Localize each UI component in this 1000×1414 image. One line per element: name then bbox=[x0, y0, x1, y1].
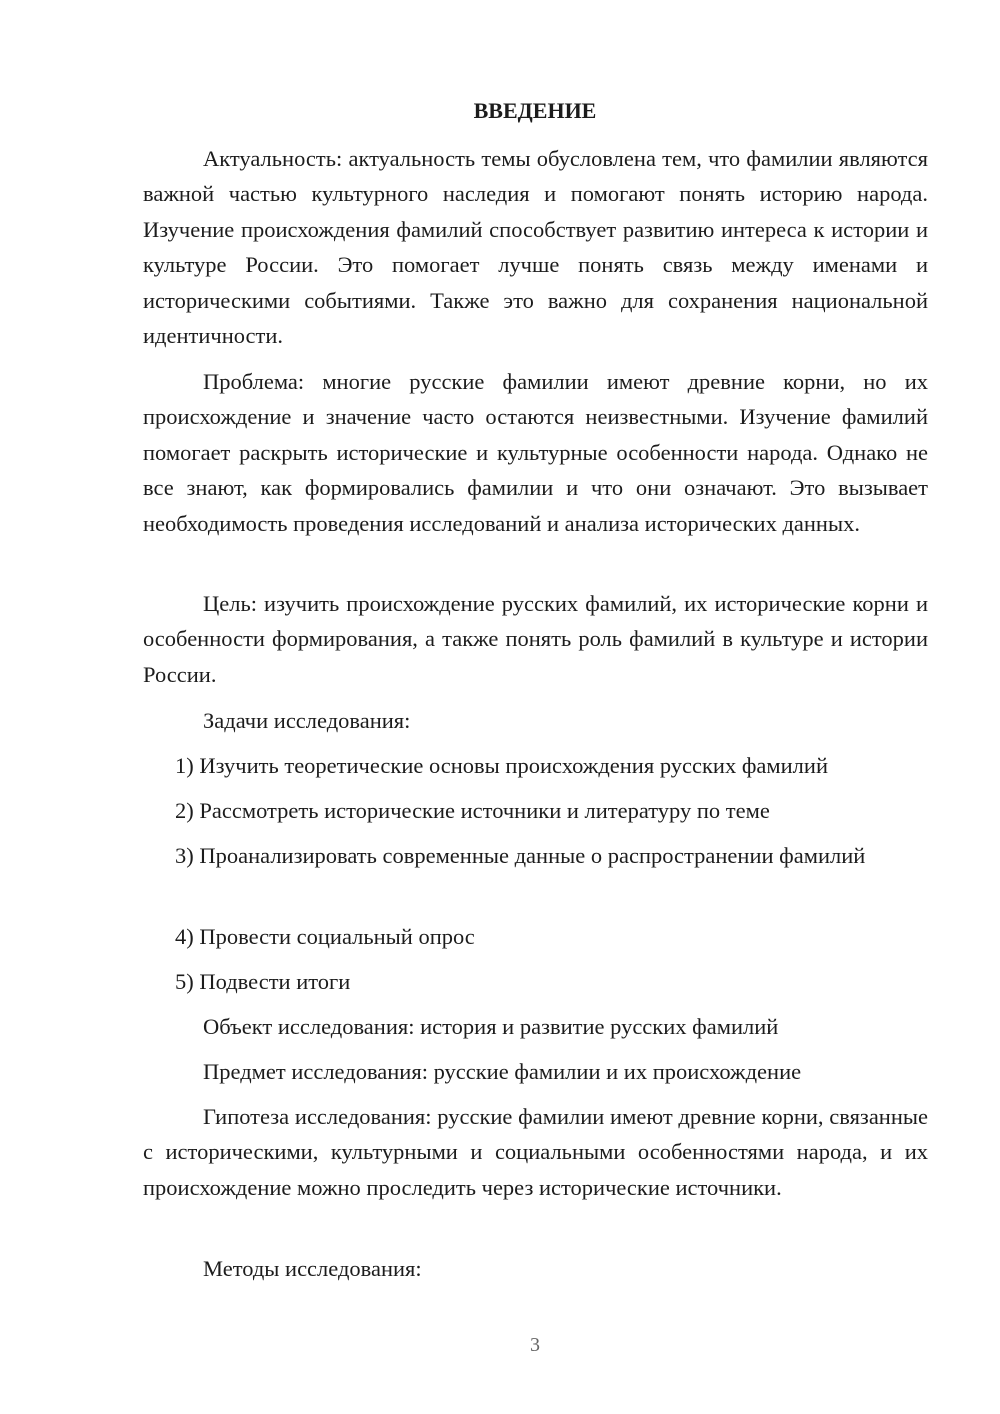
research-object: Объект исследования: история и развитие русских фамилий bbox=[203, 1014, 779, 1039]
methods-heading: Методы исследования: bbox=[203, 1256, 422, 1281]
tasks-heading: Задачи исследования: bbox=[203, 708, 411, 733]
page-title: ВВЕДЕНИЕ bbox=[473, 98, 597, 123]
task-item: 5) Подвести итоги bbox=[175, 969, 351, 994]
task-item: 3) Проанализировать современные данные о распространении фамилий bbox=[175, 843, 866, 868]
page-number: 3 bbox=[530, 1334, 540, 1356]
task-item: 1) Изучить теоретические основы происхождения русских фамилий bbox=[175, 753, 828, 778]
goal-paragraph: Цель: изучить происхождение русских фамилий, их исторические корни и особенности формирования, а также понять роль фамилий в культуре и истории России. bbox=[143, 591, 928, 687]
hypothesis-paragraph: Гипотеза исследования: русские фамилии имеют древние корни, связанные с историческими, культурными и социальными особенностями народа, и их происхождение можно проследить через исторические источники. bbox=[143, 1104, 928, 1200]
task-item: 4) Провести социальный опрос bbox=[175, 924, 475, 949]
research-subject: Предмет исследования: русские фамилии и их происхождение bbox=[203, 1059, 802, 1084]
task-item: 2) Рассмотреть исторические источники и литературу по теме bbox=[175, 798, 770, 823]
problem-paragraph: Проблема: многие русские фамилии имеют древние корни, но их происхождение и значение часто остаются неизвестными. Изучение фамилий помогает раскрыть исторические и культурные особенности народа. Однако не все знают, как формировались фамилии и что они означают. Это вызывает необходимость проведения исследований и анализа исторических данных. bbox=[143, 369, 928, 536]
relevance-paragraph: Актуальность: актуальность темы обусловлена тем, что фамилии являются важной частью культурного наследия и помогают понять историю народа. Изучение происхождения фамилий способствует развитию интереса к истории и культуре России. Это помогает лучше понять связь между именами и историческими событиями. Также это важно для сохранения национальной идентичности. bbox=[143, 146, 928, 349]
